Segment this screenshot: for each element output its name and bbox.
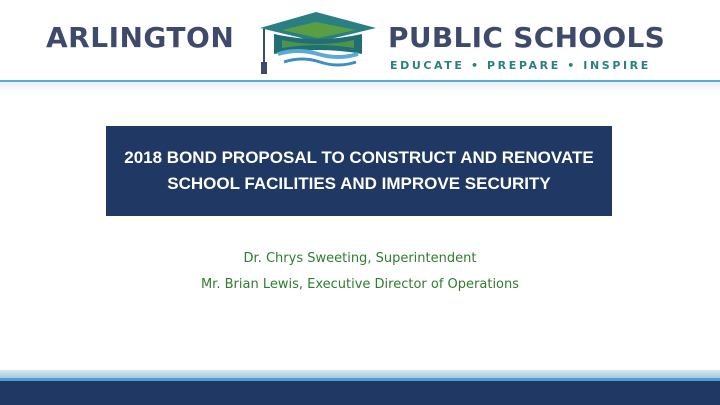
footer-dark-band (0, 381, 720, 405)
logo-wordmark-left: ARLINGTON (46, 21, 235, 54)
graduation-cap-icon (252, 8, 382, 76)
tassel (261, 62, 267, 74)
wave-2 (284, 59, 356, 65)
logo-tagline: EDUCATE • PREPARE • INSPIRE (390, 59, 651, 72)
presenter-operations-director: Mr. Brian Lewis, Executive Director of Operations (200, 277, 520, 292)
logo-wordmark-right: PUBLIC SCHOOLS (388, 21, 666, 54)
logo-header (0, 0, 720, 82)
title-banner (106, 126, 612, 216)
footer-light-band (0, 370, 720, 378)
wave-1 (278, 51, 358, 57)
presenter-superintendent: Dr. Chrys Sweeting, Superintendent (243, 251, 477, 266)
header-shadow (0, 82, 720, 92)
slide-title: 2018 BOND PROPOSAL TO CONSTRUCT AND RENOVATE SCHOOL FACILITIES AND IMPROVE SECURITY (124, 148, 594, 193)
